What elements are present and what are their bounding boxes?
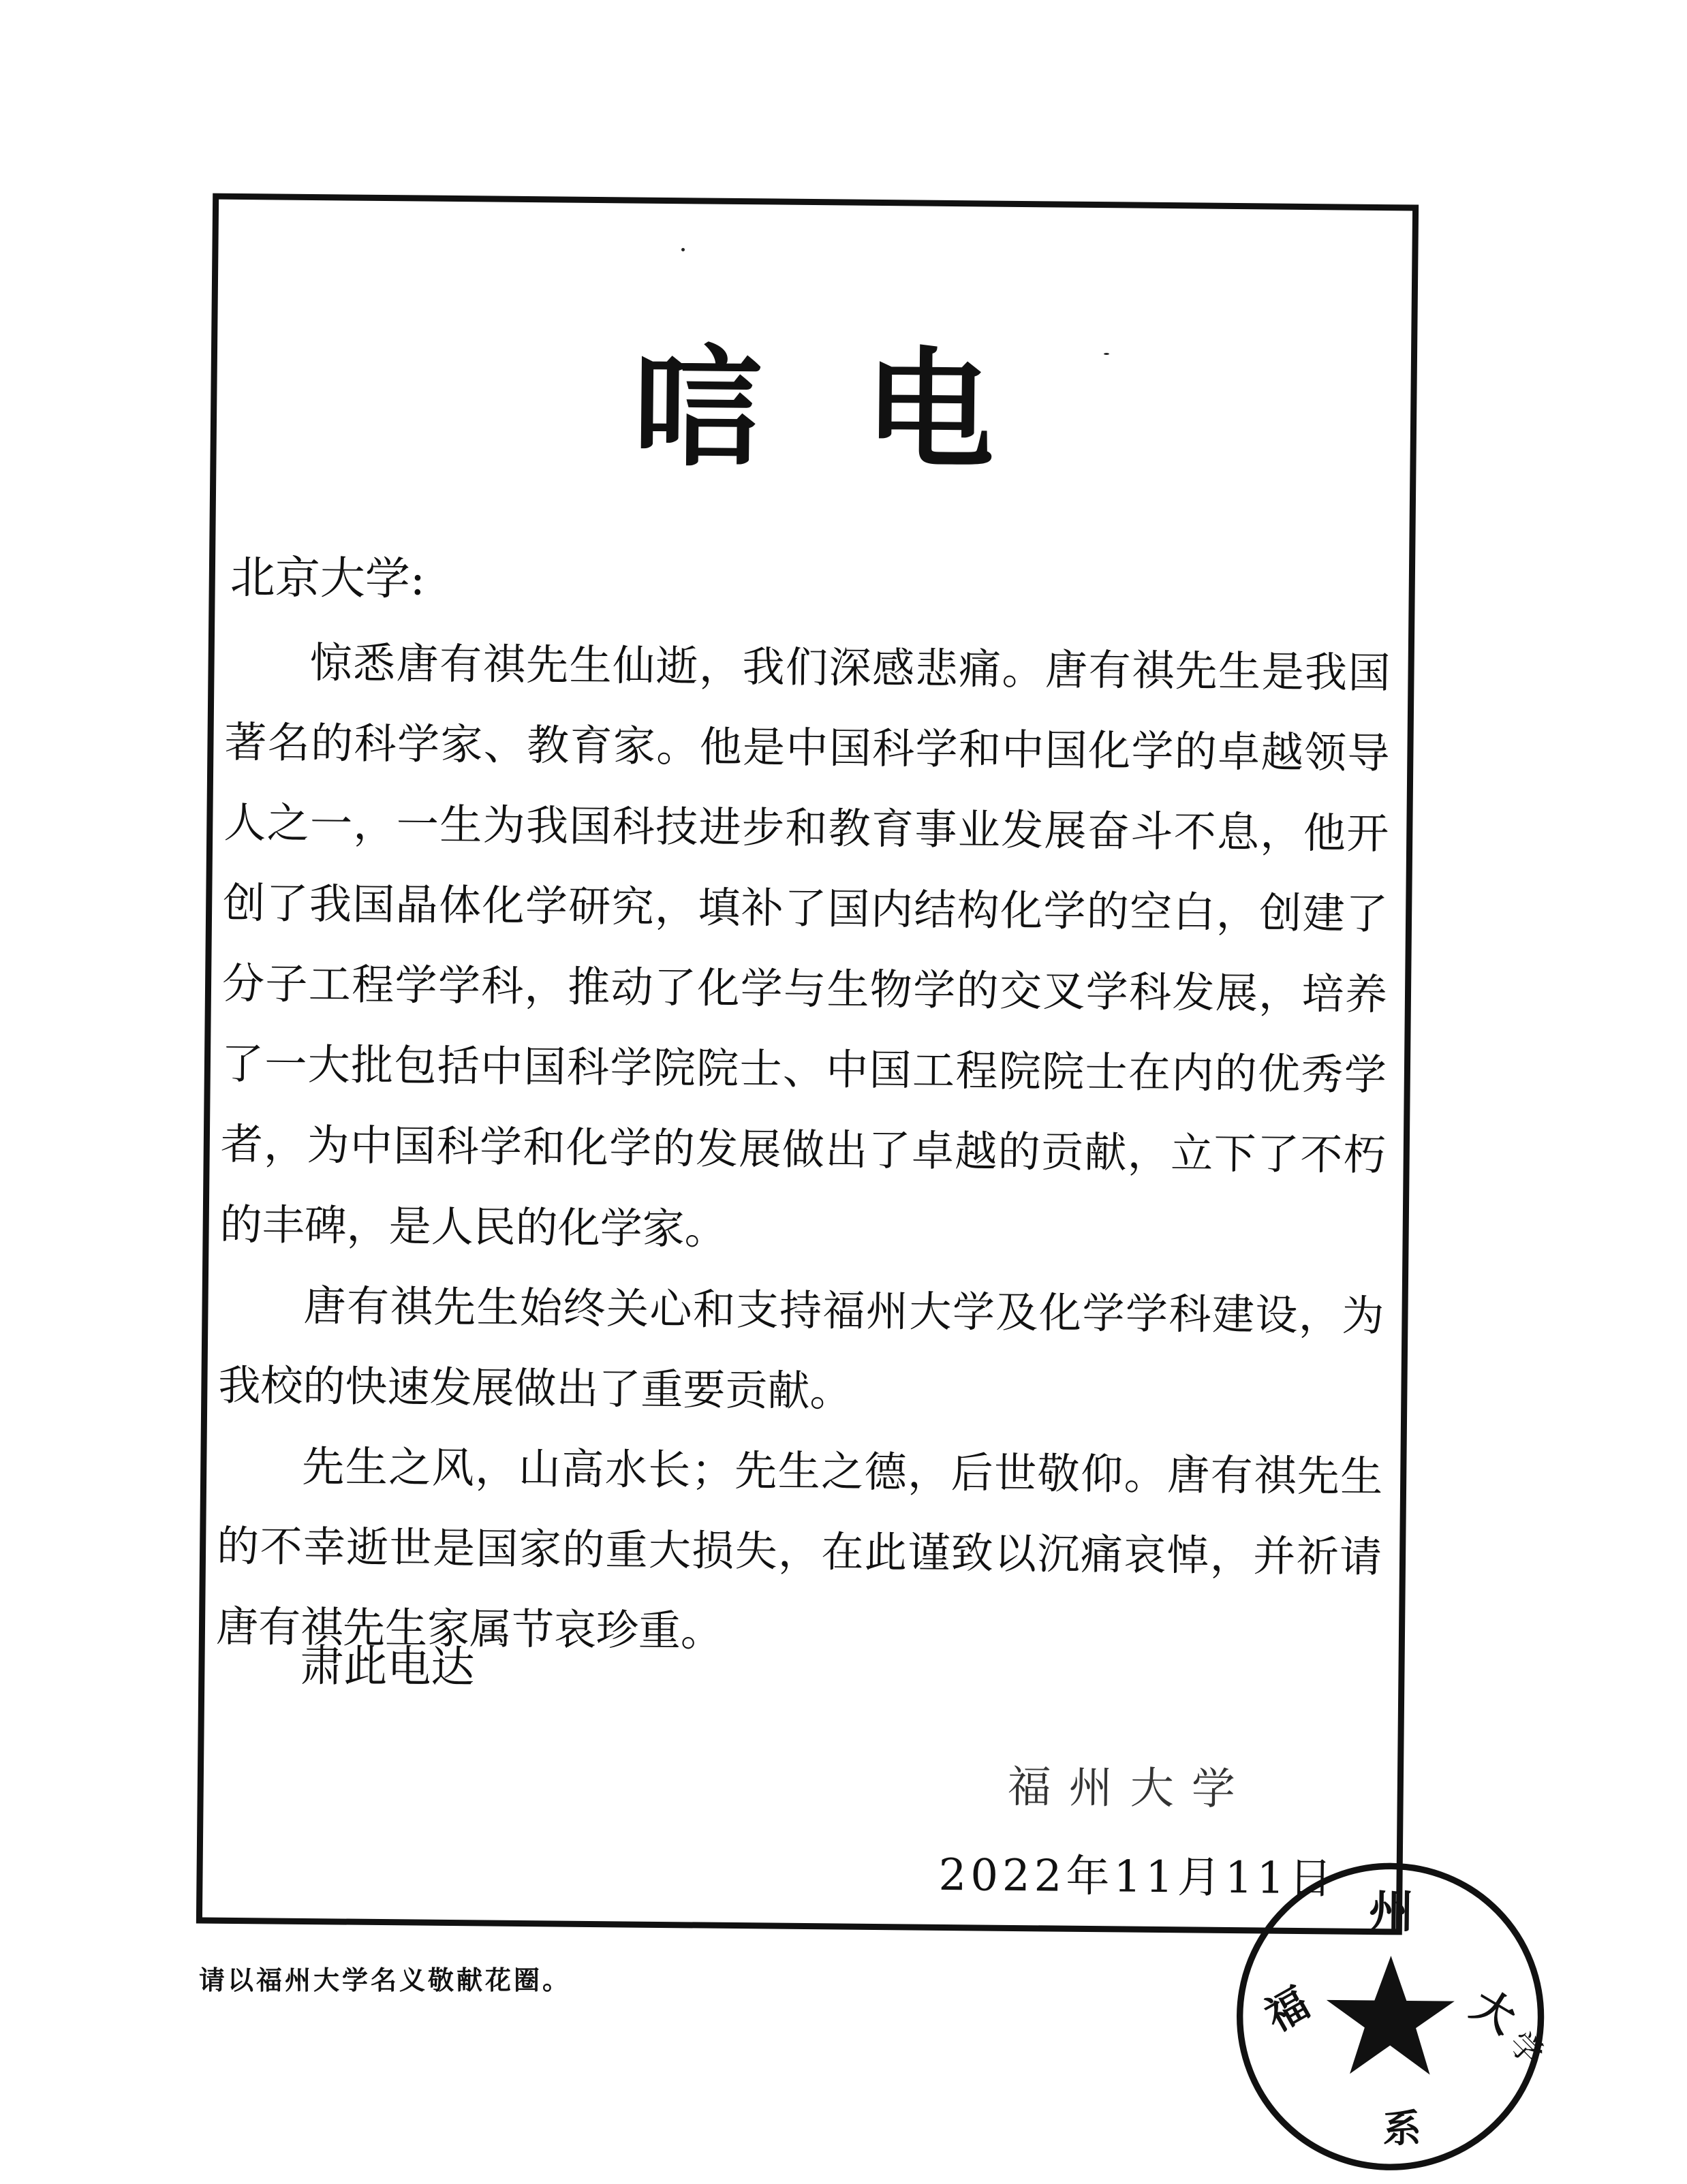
svg-text:学: 学: [1501, 2024, 1551, 2074]
paragraph-2: 唐有祺先生始终关心和支持福州大学及化学学科建设，为我校的快速发展做出了重要贡献。: [218, 1280, 1384, 1416]
paragraph-3: 先生之风，山高水长；先生之德，后世敬仰。唐有祺先生的不幸逝世是国家的重大损失，在此谨致以沉痛哀悼，并祈请唐有祺先生家属节哀珍重。: [215, 1441, 1383, 1656]
paragraph-1: 惊悉唐有祺先生仙逝，我们深感悲痛。唐有祺先生是我国著名的科学家、教育家。他是中国科学和中国化学的卓越领导人之一，一生为我国科技进步和教育事业发展奋斗不息，他开创了我国晶体化学研究，填补了国内结构化学的空白，创建了分子工程学学科，推动了化学与生物学的交叉学科发展，培养了一大批包括中国科学院院士、中国工程院院士在内的优秀学者，为中国科学和化学的发展做出了卓越的贡献，立下了不朽的丰碑，是人民的化学家。: [219, 637, 1391, 1254]
document-title: 唁电: [632, 331, 1098, 488]
svg-text:系: 系: [1382, 2106, 1422, 2152]
closing-phrase: 肃此电达: [300, 1640, 475, 1694]
svg-text:大: 大: [1463, 1980, 1524, 2044]
scan-speck: [1104, 353, 1109, 355]
svg-text:福: 福: [1257, 1978, 1318, 2042]
svg-text:州: 州: [1368, 1884, 1414, 1938]
signer-name: 福州大学: [1007, 1762, 1254, 1815]
seal-star-icon: [1326, 1955, 1455, 2075]
salutation: 北京大学:: [230, 550, 426, 606]
footnote: 请以福州大学名义敬献花圈。: [199, 1965, 572, 1995]
letter-body: [215, 622, 1391, 1678]
scan-speck: [681, 248, 685, 251]
signing-date: 2022年11月11日: [938, 1850, 1337, 1905]
